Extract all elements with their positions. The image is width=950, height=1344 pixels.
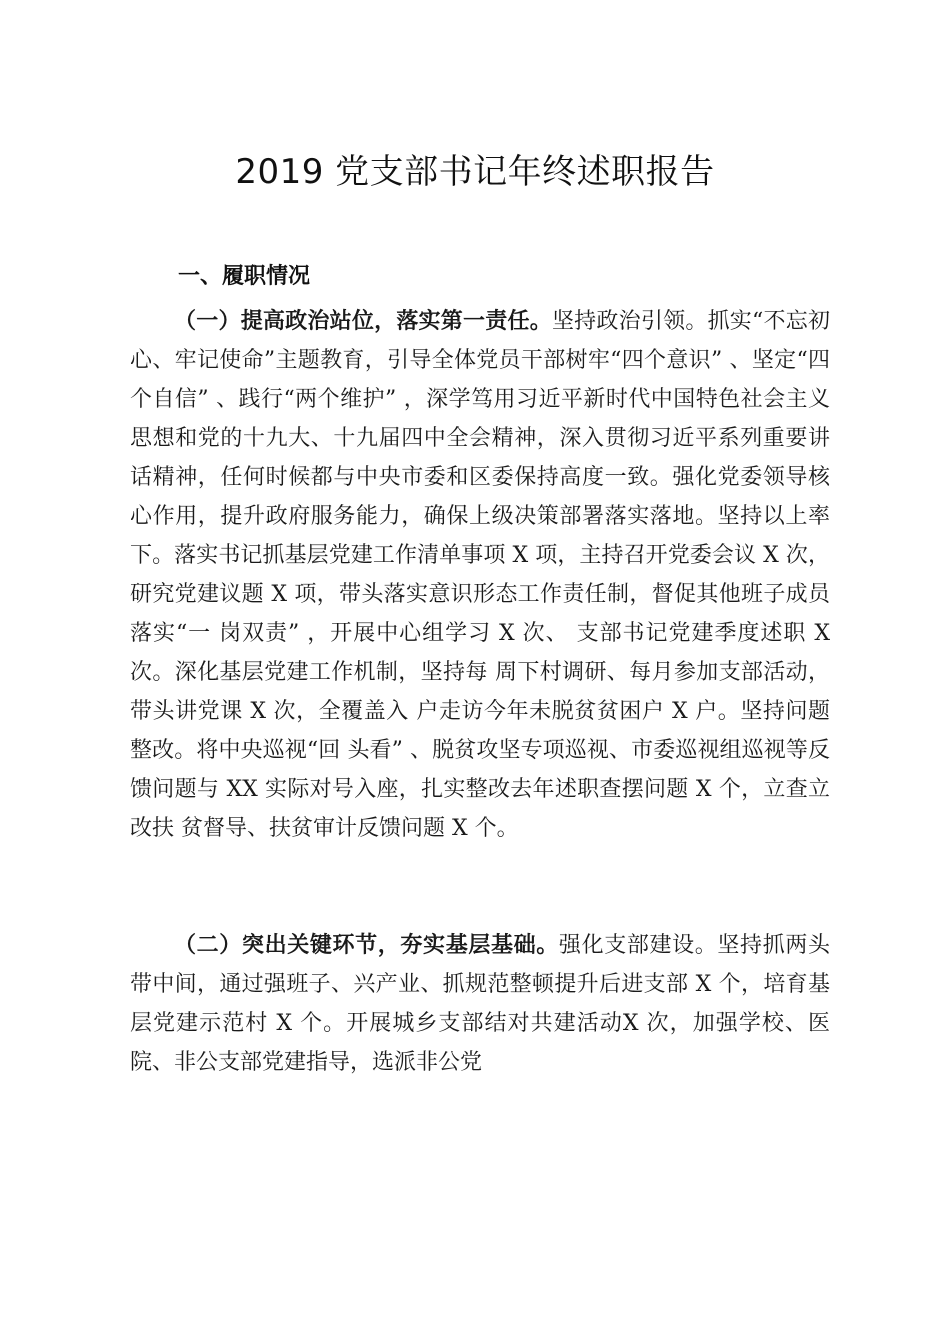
paragraph-1-body: 坚持政治引领。抓实“不忘初心、牢记使命”主题教育，引导全体党员干部树牢“四个意识” 、坚定“四个自信” 、践行“两个维护” ，深学笃用习近平新时代中国特色社会主义思想和党的十九大、十九届四中全会精神，深入贯彻习近平系列重要讲话精神，任何时候都与中央市委和区委保持高度一致。强化党委领导核心作用，提升政府服务能力，确保上级决策部署落实落地。坚持以上率下。落实书记抓基层党建工作清单事项 X 项，主持召开党委会议 X 次，研究党建议题 X 项，带头落实意识形态工作责任制，督促其他班子成员落实“一 岗双责” ，开展中心组学习 X 次、 支部书记党建季度述职 X 次。深化基层党建工作机制，坚持每 周下村调研、每月参加支部活动，带头讲党课 X 次，全覆盖入 户走访今年未脱贫贫困户 X 户。坚持问题整改。将中央巡视“回 头看” 、脱贫攻坚专项巡视、市委巡视组巡视等反馈问题与 XX 实际对号入座，扎实整改去年述职查摆问题 X 个，立查立改扶 贫督导、扶贫审计反馈问题 X 个。	[130, 309, 830, 841]
paragraph-1	[130, 302, 830, 848]
document-title: 2019 党支部书记年终述职报告	[235, 152, 715, 192]
paragraph-2	[130, 926, 830, 1082]
paragraph-1-lead: （一）提高政治站位，落实第一责任。	[174, 308, 552, 334]
paragraph-2-lead: （二）突出关键环节，夯实基层基础。	[174, 932, 559, 958]
paragraph-2-body: 强化支部建设。坚持抓两头带中间，通过强班子、兴产业、抓规范整顿提升后进支部 X 个，培育基层党建示范村 X 个。开展城乡支部结对共建活动X 次，加强学校、医院、非公支部党建指导，选派非公党	[130, 933, 830, 1075]
section-heading: 一、履职情况	[178, 264, 311, 289]
